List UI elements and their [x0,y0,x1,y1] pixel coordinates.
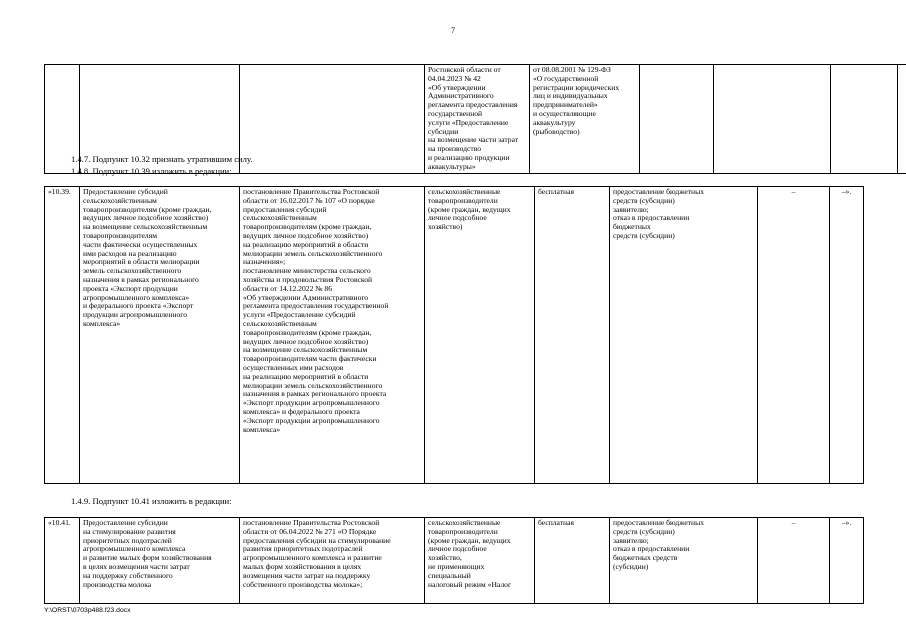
page-number: 7 [451,26,455,35]
table-10-39 [44,186,864,484]
table-cell: сельскохозяйственные товаропроизводители (кроме граждан, ведущих личное подсобное хозяйство, не применяющих специальный налоговый режим «Налог [425,518,535,604]
table-cell: предоставление бюджетных средств (субсидии) заявителю; отказ в предоставлении бюджетных средств (субсидии) [610,518,758,604]
table-cell [898,65,906,174]
table-cell: бесплатная [535,187,610,484]
table-cell: Предоставление субсидии на стимулирование развития приоритетных подотраслей агропромышленного комплекса и развитие малых форм хозяйствования в целях возмещения части затрат на поддержку собственного производства молока [80,518,240,604]
file-path-footer: Y:\ORST\0703p488.f23.docx [44,607,131,614]
table-cell: предоставление бюджетных средств (субсидии) заявителю; отказ в предоставлении бюджетных средств (субсидии) [610,187,758,484]
table-cell [240,65,425,174]
table-cell [640,65,714,174]
table-cell [714,65,831,174]
table-cell: сельскохозяйственные товаропроизводители (кроме граждан, ведущих личное подсобное хозяйство) [425,187,535,484]
table-cell: –». [830,187,864,484]
table-cell: постановление Правительства Ростовской области от 06.04.2022 № 271 «О Порядке предоставления субсидии на стимулирование развития приоритетных подотраслей агропромышленного комплекса и развитие малых форм хозяйствования в целях возмещения части затрат на поддержку собственного производства молока»; [240,518,425,604]
paragraph-1-4-7: 1.4.7. Подпункт 10.32 признать утратившим силу. [71,154,253,164]
table-cell: от 08.08.2001 № 129-ФЗ «О государственной регистрации юридических лиц и индивидуальных предпринимателей» и осуществляющие аквакультуру (рыбоводство) [530,65,640,174]
paragraph-1-4-8: 1.4.8. Подпункт 10.39 изложить в редакции: [71,166,232,176]
table-cell: Ростовской области от 04.04.2023 № 42 «Об утверждении Административного регламента предоставления государственной услуги «Предоставление субсидии на возмещение части затрат на производство и реализацию продукции аквакультуры» [425,65,530,174]
paragraph-1-4-9: 1.4.9. Подпункт 10.41 изложить в редакции: [71,496,232,506]
table-cell [831,65,898,174]
table-cell: постановление Правительства Ростовской области от 16.02.2017 № 107 «О порядке предоставления субсидий сельскохозяйственным товаропроизводителям (кроме граждан, ведущих личное подсобное хозяйство) на реализацию мероприятий в области мелиорации земель сельскохозяйственного назначения»; постановление министерства сельского хозяйства и продовольствия Ростовской области от 14.12.2022 № 86 «Об утверждении Административного регламента предоставления государственной услуги «Предоставление субсидий сельскохозяйственным товаропроизводителям (кроме граждан, ведущих личное подсобное хозяйство) на возмещение сельскохозяйственным товаропроизводителям части фактически осуществленных ими расходов на реализацию мероприятий в области мелиорации земель сельскохозяйственного назначения в рамках регионального проекта «Экспорт продукции агропромышленного комплекса» и федерального проекта «Экспорт продукции агропромышленного комплекса» [240,187,425,484]
table-cell: Предоставление субсидий сельскохозяйственным товаропроизводителям (кроме граждан, ведущих личное подсобное хозяйство) на возмещение сельскохозяйственным товаропроизводителям части фактически осуществленных ими расходов на реализацию мероприятий в области мелиорации земель сельскохозяйственного назначения в рамках регионального проекта «Экспорт продукции агропромышленного комплекса» и федерального проекта «Экспорт продукции агропромышленного комплекса» [80,187,240,484]
table-cell: бесплатная [535,518,610,604]
table-cell: «10.39. [45,187,80,484]
table-10-41 [44,517,864,604]
table-cell: «10.41. [45,518,80,604]
table-cell: – [758,187,830,484]
table-cell: – [758,518,830,604]
table-cell: –». [830,518,864,604]
